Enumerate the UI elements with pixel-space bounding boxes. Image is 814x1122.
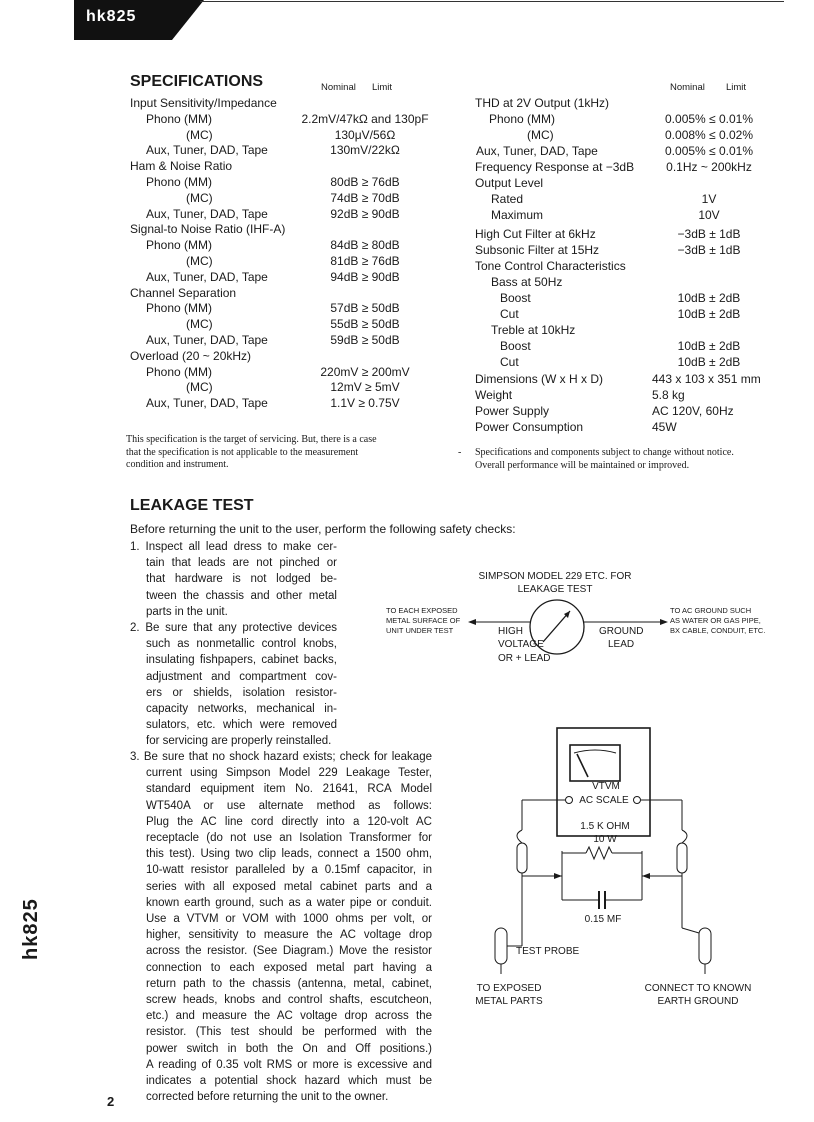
paragraph-line: resistor. (This test should be performed with the: [146, 1026, 432, 1039]
side-model-label: hk825: [20, 898, 42, 960]
paragraph-line: ers or shields, isolation resistor-: [146, 686, 337, 699]
paragraph-line: WT540A or use alternate method as follows:: [146, 799, 432, 812]
spec-label: Aux, Tuner, DAD, Tape: [476, 144, 598, 158]
test-probe-label: TEST PROBE: [516, 946, 580, 957]
paragraph-line: across the resistor. (See Diagram.) Move the resistor: [146, 945, 432, 958]
spec-value: 10dB ± 2dB: [677, 307, 741, 321]
spec-label: Signal-to Noise Ratio (IHF-A): [130, 222, 286, 237]
meter-scale-arc: [574, 750, 616, 753]
spec-value: 0.008% ≤ 0.02%: [665, 128, 753, 142]
spec-value: AC 120V, 60Hz: [652, 404, 734, 418]
spec-value: −3dB ± 1dB: [677, 227, 741, 241]
wire: [682, 928, 699, 933]
spec-value: 2.2mV/47kΩ and 130pF: [301, 111, 429, 126]
spec-label: High Cut Filter at 6kHz: [475, 227, 596, 241]
paragraph-line: parts in the unit.: [146, 605, 228, 618]
spec-value: 81dB ≥ 76dB: [330, 254, 400, 268]
right-terminal-icon: [634, 797, 641, 804]
paragraph-line: adjustment and compartment cov-: [146, 670, 337, 683]
left-col-head-nominal: Nominal: [321, 82, 356, 93]
paragraph-line: capacity networks, mechanical in-: [146, 703, 337, 715]
header-tab-tip: [172, 0, 204, 40]
note-line: that the specification is not applicable to the measurement: [126, 446, 359, 458]
clip-right: [677, 843, 687, 873]
note-line: Overall performance will be maintained or improved.: [475, 459, 690, 471]
header-tab-label: hk825: [86, 8, 137, 25]
vtvm-test-diagram: [460, 725, 780, 1015]
spec-label: Phono (MM): [146, 364, 213, 379]
right-col-head-limit: Limit: [726, 82, 747, 93]
spec-value: 443 x 103 x 351 mm: [652, 372, 761, 386]
paragraph-line: insulating fishpapers, cabinet backs,: [146, 654, 337, 667]
spec-value: 10dB ± 2dB: [677, 339, 741, 353]
left-terminal-icon: [566, 797, 573, 804]
spec-label: Frequency Response at −3dB: [475, 160, 635, 174]
spec-label: Phono (MM): [146, 111, 213, 126]
left-target-line: UNIT UNDER TEST: [386, 626, 454, 635]
spec-value: 10dB ± 2dB: [677, 291, 741, 305]
paragraph-line: screw heads, knobs and control shafts, escutcheon,: [146, 994, 432, 1006]
right-target-line: TO AC GROUND SUCH: [670, 606, 752, 615]
spec-value: 220mV ≥ 200mV: [320, 364, 410, 379]
right-target-line: CONNECT TO KNOWN: [644, 983, 752, 994]
paragraph-line: such as nonmetallic control knobs,: [146, 638, 337, 651]
note-line: This specification is the target of servicing. But, there is a case: [126, 434, 377, 445]
spec-label: Ham & Noise Ratio: [130, 159, 233, 174]
paragraph-line: for servicing are properly reinstalled.: [146, 735, 332, 748]
paragraph-line: etc.) and measure the AC voltage drop across the: [146, 1010, 432, 1023]
ground-lead-line: LEAD: [608, 639, 635, 650]
spec-label: (MC): [186, 127, 213, 142]
spec-label: (MC): [186, 380, 213, 395]
paragraph-line: standard equipment item No. 21641, RCA Model: [146, 783, 432, 796]
spec-value: −3dB ± 1dB: [677, 243, 741, 257]
spec-value: 1.1V ≥ 0.75V: [330, 396, 400, 411]
spec-label: Aux, Tuner, DAD, Tape: [146, 206, 268, 221]
vtvm-label: VTVM: [592, 781, 620, 792]
spec-label: Subsonic Filter at 15Hz: [475, 243, 600, 257]
spec-value: 10V: [698, 208, 720, 222]
left-col-head-limit: Limit: [372, 82, 393, 93]
paragraph-line: tain that leads are not pinched or: [146, 557, 337, 570]
paragraph-line: return path to the chassis (antenna, metal, cabinet,: [146, 977, 432, 990]
spec-value: 94dB ≥ 90dB: [330, 269, 400, 284]
spec-label: (MC): [186, 254, 213, 268]
spec-label: Phono (MM): [146, 301, 213, 316]
spec-label: Aux, Tuner, DAD, Tape: [146, 333, 268, 347]
spec-value: 130mV/22kΩ: [330, 143, 400, 158]
high-lead-line: VOLTAGE: [498, 639, 544, 650]
right-target-line: BX CABLE, CONDUIT, ETC.: [670, 626, 766, 635]
tester-title-line: SIMPSON MODEL 229 ETC. FOR: [478, 571, 632, 582]
spec-value: 0.1Hz ~ 200kHz: [666, 160, 752, 174]
note-line: Specifications and components subject to change without notice.: [475, 447, 734, 458]
paragraph-line: power switch in both the On and Off positions.): [146, 1042, 432, 1055]
spec-label: Power Consumption: [475, 420, 584, 434]
note-dash: -: [458, 447, 462, 458]
spec-value: 12mV ≥ 5mV: [330, 380, 400, 395]
spec-label: Overload (20 ~ 20kHz): [130, 348, 252, 363]
resistor-icon: [586, 847, 612, 859]
ground-clip-icon: [699, 928, 711, 964]
spec-label: Aux, Tuner, DAD, Tape: [146, 396, 268, 411]
left-target-line: METAL SURFACE OF: [386, 616, 461, 625]
spec-value: 80dB ≥ 76dB: [330, 175, 400, 189]
paragraph-line: 2. Be sure that any protective devices: [130, 622, 337, 634]
spec-label: Rated: [491, 192, 524, 206]
spec-label: (MC): [186, 317, 213, 332]
paragraph-line: series with all exposed metal cabinet parts and a: [146, 880, 432, 893]
resistor-label: 10 W: [593, 834, 617, 845]
spec-value: 59dB ≥ 50dB: [330, 333, 400, 347]
leakage-tester-diagram: [380, 565, 770, 680]
paragraph-line: 10-watt resistor paralleled by a 0.15mf capacitor, in: [146, 864, 432, 877]
right-spec-note: [475, 447, 734, 472]
spec-label: Phono (MM): [489, 112, 556, 126]
capacitor-label: 0.15 MF: [584, 914, 622, 925]
spec-label: Boost: [500, 291, 531, 305]
spec-value: 5.8 kg: [652, 388, 685, 402]
spec-label: Bass at 50Hz: [491, 275, 563, 289]
left-arrow-icon: [468, 619, 476, 625]
paragraph-line: sulators, etc. which were removed: [146, 719, 337, 732]
spec-value: 1V: [701, 192, 717, 206]
right-col-head-nominal: Nominal: [670, 82, 705, 93]
specs-title: SPECIFICATIONS: [130, 73, 264, 90]
spec-label: Boost: [500, 339, 531, 353]
spec-label: (MC): [527, 128, 554, 142]
spec-label: Weight: [475, 388, 513, 402]
test-probe-icon: [495, 928, 507, 964]
spec-value: 10dB ± 2dB: [677, 355, 741, 369]
arrow-icon: [642, 873, 650, 879]
spec-label: Maximum: [491, 208, 544, 222]
spec-label: Treble at 10kHz: [491, 323, 576, 337]
paragraph-line: 1. Inspect all lead dress to make cer-: [130, 541, 337, 553]
paragraph-line: 3. Be sure that no shock hazard exists; check for leakage: [130, 751, 432, 763]
paragraph-line: A reading of 0.35 volt RMS or more is excessive and: [146, 1058, 432, 1071]
spec-value: 0.005% ≤ 0.01%: [665, 112, 753, 126]
spec-label: Channel Separation: [130, 285, 237, 300]
left-spec-note: [126, 434, 377, 472]
paragraph-line: this test). Using two clip leads, connect a 1500 ohm,: [146, 848, 432, 861]
spec-value: 57dB ≥ 50dB: [330, 301, 400, 316]
right-target-line: AS WATER OR GAS PIPE,: [670, 616, 761, 625]
left-target-line: TO EXPOSED: [476, 983, 542, 994]
paragraph-line: that hardware is not lodged be-: [146, 573, 337, 586]
page-number: 2: [107, 1094, 115, 1109]
resistor-label: 1.5 K OHM: [580, 821, 630, 832]
spec-label: Aux, Tuner, DAD, Tape: [146, 269, 268, 284]
spec-label: Cut: [500, 355, 519, 369]
arrow-icon: [554, 873, 562, 879]
paragraph-line: Use a VTVM or VOM with 1000 ohms per volt, or: [146, 913, 432, 925]
spec-label: Tone Control Characteristics: [475, 259, 626, 273]
clip-left: [517, 843, 527, 873]
spec-label: Phono (MM): [146, 238, 213, 253]
right-target-line: EARTH GROUND: [657, 996, 739, 1007]
spec-value: 0.005% ≤ 0.01%: [665, 144, 753, 158]
right-arrow-icon: [660, 619, 668, 625]
spec-value: 130μV/56Ω: [334, 127, 396, 142]
paragraph-line: higher, sensitivity to measure the AC voltage drop: [146, 929, 432, 942]
paragraph-line: known earth ground, such as a water pipe or conduit.: [146, 896, 432, 909]
spec-label: Phono (MM): [146, 175, 213, 189]
spec-label: Output Level: [475, 176, 544, 190]
paragraph-line: indicates a potential shock hazard which must be: [146, 1075, 432, 1087]
high-lead-line: HIGH: [498, 626, 523, 637]
spec-label: Aux, Tuner, DAD, Tape: [146, 143, 268, 158]
paragraph-line: Plug the AC line cord directly into a 120-volt AC: [146, 815, 432, 828]
left-target-line: METAL PARTS: [475, 996, 543, 1007]
leakage-title: LEAKAGE TEST: [130, 497, 254, 514]
paragraph-line: current using Simpson Model 229 Leakage Tester,: [146, 767, 432, 780]
tester-title-line: LEAKAGE TEST: [517, 584, 593, 595]
meter-needle: [577, 754, 588, 777]
ac-scale-label: AC SCALE: [579, 795, 629, 806]
left-target-line: TO EACH EXPOSED: [386, 606, 458, 615]
spec-label: Cut: [500, 307, 519, 321]
top-rule: [200, 1, 784, 2]
spec-label: Dimensions (W x H x D): [475, 372, 604, 386]
paragraph-line: connection to each exposed metal part having a: [146, 961, 432, 974]
ground-lead-line: GROUND: [599, 626, 644, 637]
paragraph-line: corrected before returning the unit to the owner.: [146, 1091, 389, 1104]
leakage-intro: Before returning the unit to the user, perform the following safety checks:: [130, 522, 516, 536]
spec-value: 74dB ≥ 70dB: [330, 190, 400, 205]
spec-label: (MC): [186, 190, 213, 205]
spec-label: Power Supply: [475, 404, 550, 418]
paragraph-line: receptacle (do not use an Isolation Transformer for: [146, 832, 432, 844]
spec-label: Input Sensitivity/Impedance: [130, 96, 277, 110]
high-lead-line: OR + LEAD: [498, 653, 551, 664]
spec-value: 45W: [652, 420, 677, 434]
spec-label: THD at 2V Output (1kHz): [475, 96, 610, 110]
note-line: condition and instrument.: [126, 459, 229, 470]
paragraph-line: tween the chassis and other metal: [146, 589, 337, 602]
spec-value: 84dB ≥ 80dB: [330, 238, 400, 253]
spec-value: 55dB ≥ 50dB: [330, 317, 400, 332]
spec-value: 92dB ≥ 90dB: [330, 206, 400, 221]
